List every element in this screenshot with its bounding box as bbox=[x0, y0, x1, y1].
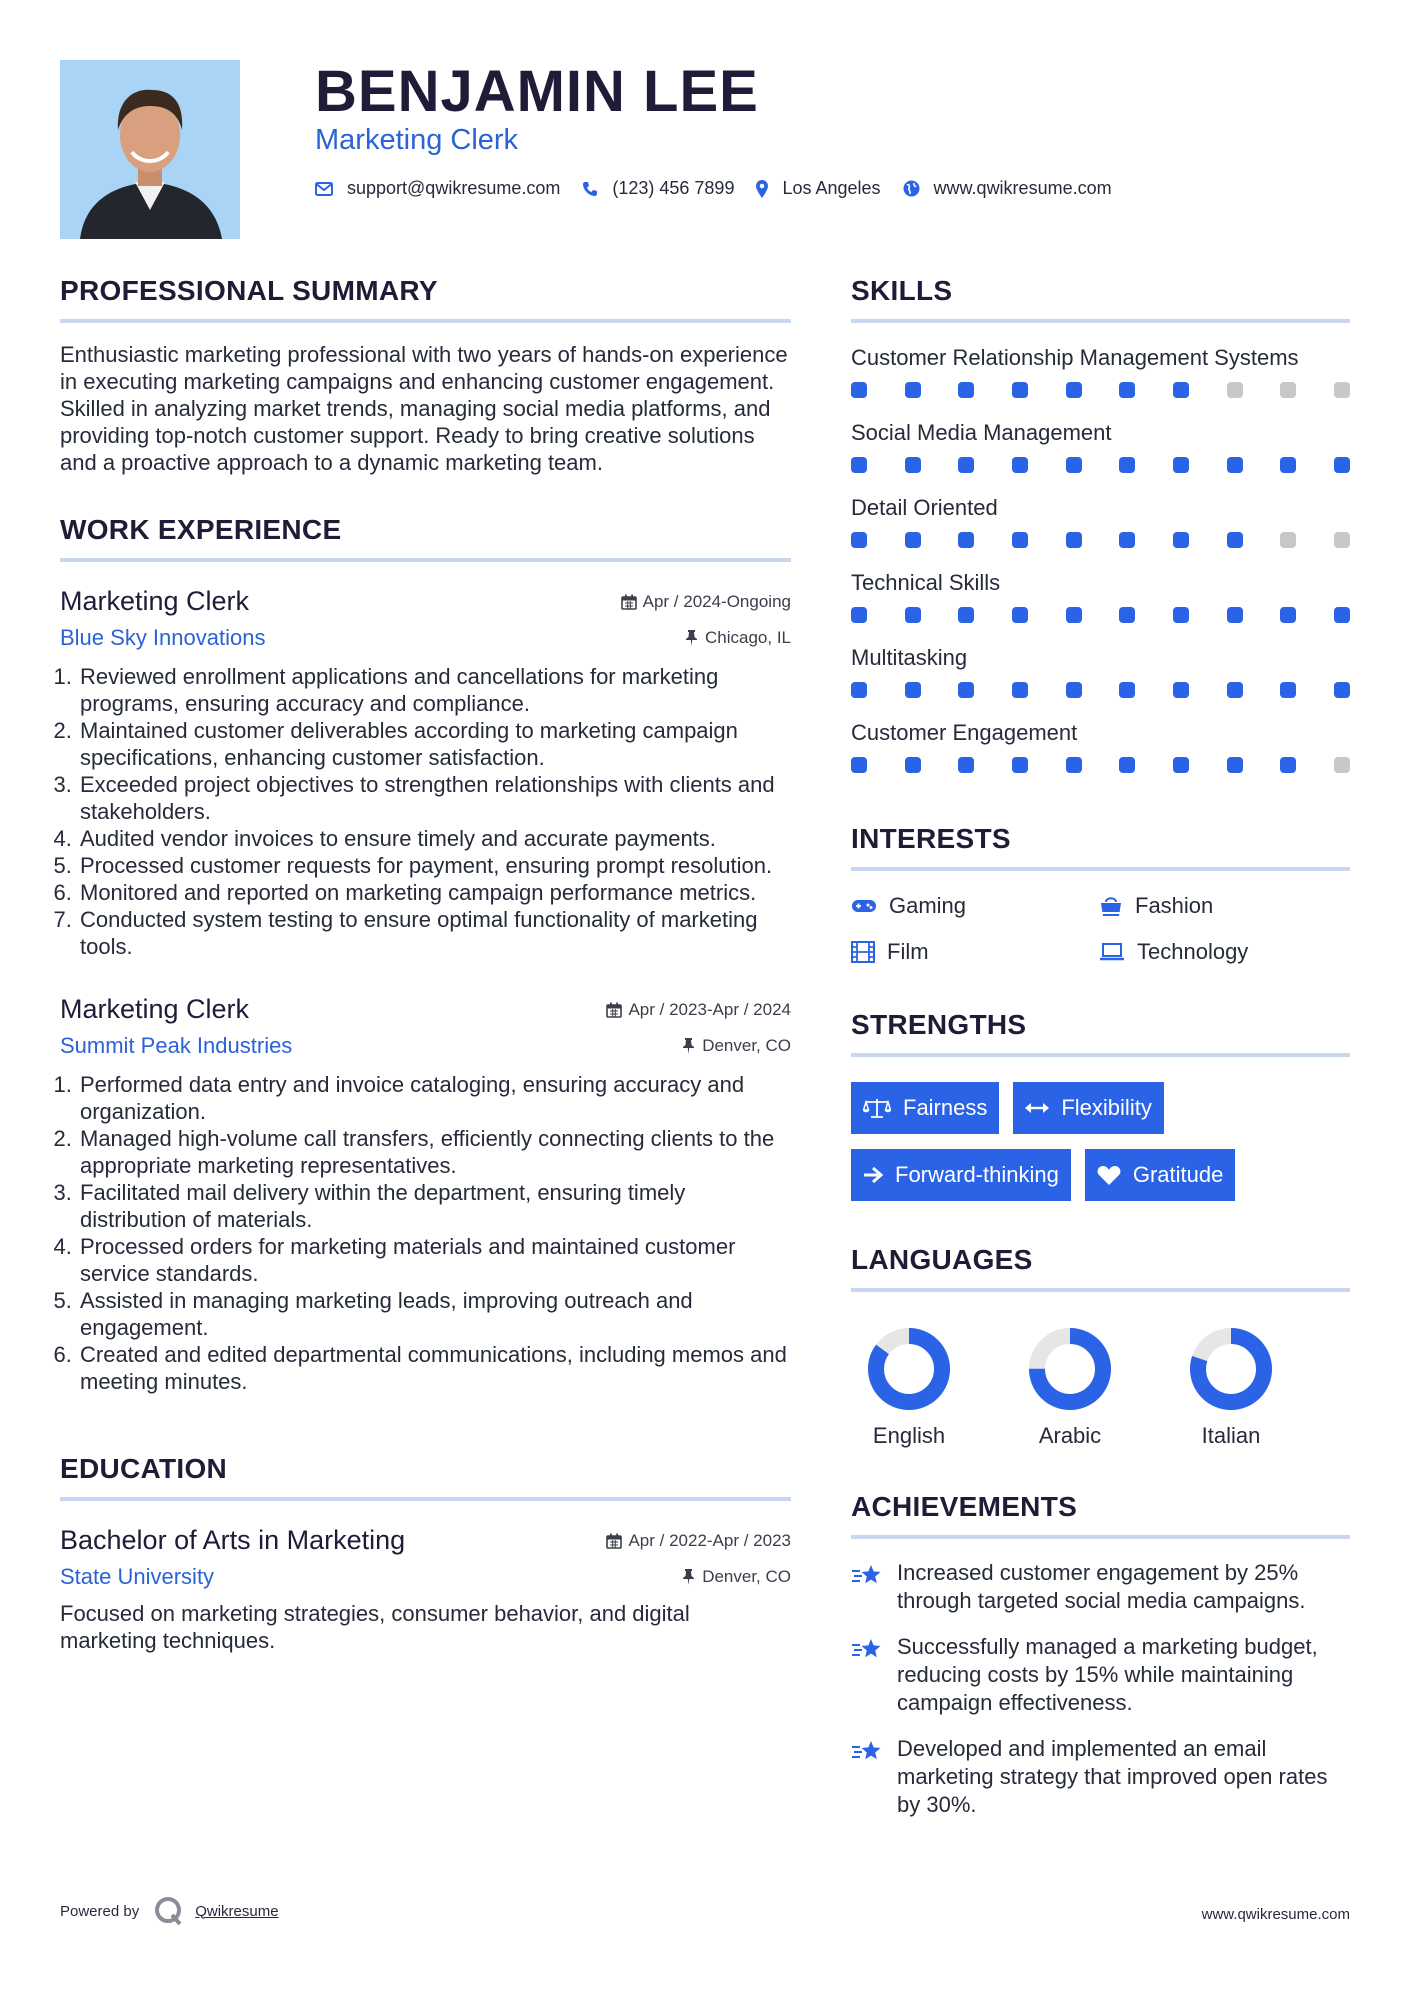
skill-dot-filled bbox=[958, 382, 974, 398]
skill-dot-filled bbox=[1066, 607, 1082, 623]
bullet-item: 5. Processed customer requests for payment, ensuring prompt resolution. bbox=[78, 852, 791, 879]
skill-item bbox=[851, 643, 1350, 698]
achievement-text: Developed and implemented an email marketing strategy that improved open rates by 30%. bbox=[897, 1736, 1328, 1817]
qwikresume-link[interactable]: Qwikresume bbox=[195, 1902, 279, 1920]
job-location-text: Chicago, IL bbox=[705, 628, 791, 647]
shooting-star-icon bbox=[851, 1563, 883, 1589]
achievement-text: Increased customer engagement by 25% through targeted social media campaigns. bbox=[897, 1560, 1306, 1613]
language-item bbox=[867, 1327, 1028, 1449]
powered-by-text: Powered by bbox=[60, 1902, 140, 1920]
skill-rating bbox=[851, 457, 1350, 473]
skill-rating bbox=[851, 757, 1350, 773]
job-title: Marketing Clerk bbox=[60, 586, 250, 616]
bullet-item: 7. Conducted system testing to ensure optimal functionality of marketing tools. bbox=[78, 906, 791, 960]
strength-label: Gratitude bbox=[1132, 1162, 1224, 1187]
languages-section bbox=[851, 1244, 1350, 1449]
strength-badge bbox=[851, 1149, 1071, 1201]
gamepad-icon bbox=[851, 898, 877, 914]
pushpin-icon bbox=[683, 1569, 694, 1585]
achievement-item bbox=[851, 1559, 1350, 1615]
education-description: Focused on marketing strategies, consumer behavior, and digital marketing techniques. bbox=[60, 1601, 690, 1653]
interest-item bbox=[851, 939, 1099, 965]
job-date-text: Apr / 2024-Ongoing bbox=[642, 592, 791, 611]
summary-text: Enthusiastic marketing professional with two years of hands-on experience in executing marketing campaigns and enhancing customer engagement. Skilled in analyzing market trends, managing social media platforms, and providing top-notch customer support. Ready to bring creative solutions and a proactive approach to a dynamic marketing team. bbox=[60, 342, 788, 475]
skill-dot-empty bbox=[1334, 382, 1350, 398]
interest-label: Film bbox=[887, 939, 929, 964]
skill-dot-filled bbox=[1173, 532, 1189, 548]
skill-dot-filled bbox=[905, 607, 921, 623]
skill-dot-filled bbox=[1066, 682, 1082, 698]
language-label: English bbox=[872, 1423, 946, 1448]
skill-dot-filled bbox=[1012, 757, 1028, 773]
skill-dot-filled bbox=[958, 607, 974, 623]
skill-dot-filled bbox=[905, 682, 921, 698]
education-location bbox=[683, 1567, 791, 1587]
skill-dot-empty bbox=[1334, 532, 1350, 548]
job-entry bbox=[60, 586, 791, 960]
map-pin-icon bbox=[756, 180, 768, 198]
candidate-role: Marketing Clerk bbox=[315, 124, 519, 156]
interest-label: Fashion bbox=[1135, 893, 1214, 918]
globe-icon bbox=[903, 180, 920, 197]
strength-badge bbox=[851, 1082, 999, 1134]
skill-name: Multitasking bbox=[851, 645, 968, 670]
contact-bar bbox=[315, 178, 1134, 199]
company-name: Blue Sky Innovations bbox=[60, 625, 266, 650]
skill-dot-filled bbox=[1334, 607, 1350, 623]
skill-dot-filled bbox=[1280, 682, 1296, 698]
bullet-item: 5. Assisted in managing marketing leads, improving outreach and engagement. bbox=[78, 1287, 791, 1341]
skills-section bbox=[851, 275, 1350, 773]
skill-item bbox=[851, 418, 1350, 473]
skill-dot-filled bbox=[1119, 682, 1135, 698]
skill-rating bbox=[851, 382, 1350, 398]
language-donut bbox=[1189, 1327, 1273, 1411]
skill-dot-filled bbox=[905, 532, 921, 548]
job-title: Marketing Clerk bbox=[60, 994, 250, 1024]
skill-dot-filled bbox=[1173, 757, 1189, 773]
bullet-item: 6. Created and edited departmental communications, including memos and meeting minutes. bbox=[78, 1341, 791, 1395]
skill-dot-filled bbox=[1280, 607, 1296, 623]
education-section bbox=[60, 1453, 791, 1654]
achievement-item bbox=[851, 1633, 1350, 1717]
section-divider bbox=[60, 319, 791, 323]
languages-heading: LANGUAGES bbox=[851, 1244, 1033, 1275]
skill-dot-filled bbox=[1012, 382, 1028, 398]
skills-heading: SKILLS bbox=[851, 275, 953, 306]
right-column bbox=[851, 275, 1350, 1819]
bullet-item: 3. Facilitated mail delivery within the department, ensuring timely distribution of materials. bbox=[78, 1179, 791, 1233]
bullet-item: 2. Maintained customer deliverables according to marketing campaign specifications, enhancing customer satisfaction. bbox=[78, 717, 791, 771]
strengths-section bbox=[851, 1009, 1350, 1216]
contact-phone[interactable] bbox=[582, 178, 734, 199]
interest-item bbox=[851, 893, 1099, 919]
skill-dot-filled bbox=[851, 607, 867, 623]
skill-dot-filled bbox=[1227, 532, 1243, 548]
skill-name: Technical Skills bbox=[851, 570, 1001, 595]
strength-label: Flexibility bbox=[1061, 1095, 1152, 1120]
skill-dot-filled bbox=[1227, 607, 1243, 623]
contact-website[interactable] bbox=[903, 178, 1112, 199]
skill-dot-filled bbox=[1280, 457, 1296, 473]
skill-dot-filled bbox=[1334, 457, 1350, 473]
experience-heading: WORK EXPERIENCE bbox=[60, 514, 342, 545]
strength-badge bbox=[1013, 1082, 1163, 1134]
achievements-section bbox=[851, 1491, 1350, 1819]
interest-label: Gaming bbox=[889, 893, 967, 918]
candidate-name: BENJAMIN LEE bbox=[315, 59, 759, 124]
skill-dot-filled bbox=[1173, 457, 1189, 473]
skill-dot-filled bbox=[1066, 532, 1082, 548]
job-location bbox=[683, 1036, 791, 1056]
bullet-item: 1. Performed data entry and invoice cataloging, ensuring accuracy and organization. bbox=[78, 1071, 791, 1125]
bullet-item: 3. Exceeded project objectives to strengthen relationships with clients and stakeholders. bbox=[78, 771, 791, 825]
calendar-icon bbox=[606, 1002, 622, 1018]
calendar-icon bbox=[621, 594, 637, 610]
skill-dot-filled bbox=[958, 682, 974, 698]
strength-label: Fairness bbox=[903, 1095, 988, 1120]
shooting-star-icon bbox=[851, 1739, 883, 1765]
bullet-item: 6. Monitored and reported on marketing campaign performance metrics. bbox=[78, 879, 791, 906]
skill-dot-filled bbox=[1119, 382, 1135, 398]
job-bullets bbox=[60, 1071, 791, 1395]
strength-badge bbox=[1085, 1149, 1236, 1201]
bullet-item: 4. Processed orders for marketing materials and maintained customer service standards. bbox=[78, 1233, 791, 1287]
language-donut bbox=[867, 1327, 951, 1411]
skill-dot-filled bbox=[1119, 757, 1135, 773]
skill-name: Detail Oriented bbox=[851, 495, 998, 520]
footer-website[interactable]: www.qwikresume.com bbox=[1201, 1906, 1350, 1923]
strengths-heading: STRENGTHS bbox=[851, 1009, 1027, 1040]
left-column bbox=[60, 275, 791, 1654]
phone-icon bbox=[582, 181, 598, 197]
pushpin-icon bbox=[683, 1038, 694, 1054]
heart-icon bbox=[1097, 1165, 1121, 1186]
education-date-text: Apr / 2022-Apr / 2023 bbox=[628, 1531, 791, 1550]
skill-rating bbox=[851, 532, 1350, 548]
bullet-item: 2. Managed high-volume call transfers, efficiently connecting clients to the appropriate marketing representatives. bbox=[78, 1125, 791, 1179]
achievements-heading: ACHIEVEMENTS bbox=[851, 1491, 1078, 1522]
education-date bbox=[606, 1531, 791, 1551]
skill-dot-filled bbox=[851, 457, 867, 473]
skill-rating bbox=[851, 682, 1350, 698]
qwikresume-logo-icon bbox=[153, 1895, 185, 1927]
skill-dot-filled bbox=[1119, 532, 1135, 548]
language-label: Italian bbox=[1201, 1423, 1261, 1448]
contact-location bbox=[756, 178, 880, 199]
skill-dot-filled bbox=[958, 532, 974, 548]
education-heading: EDUCATION bbox=[60, 1453, 228, 1484]
skill-dot-filled bbox=[1280, 757, 1296, 773]
language-label: Arabic bbox=[1038, 1423, 1102, 1448]
summary-section bbox=[60, 275, 791, 476]
job-date bbox=[606, 1000, 791, 1020]
skill-dot-filled bbox=[851, 532, 867, 548]
skill-dot-empty bbox=[1227, 382, 1243, 398]
shopping-bag-icon bbox=[1099, 895, 1123, 917]
job-location bbox=[686, 628, 791, 648]
school-name: State University bbox=[60, 1564, 215, 1589]
skill-dot-filled bbox=[1173, 607, 1189, 623]
arrow-right-icon bbox=[863, 1166, 883, 1184]
skill-name: Social Media Management bbox=[851, 420, 1112, 445]
calendar-icon bbox=[606, 1533, 622, 1549]
profile-photo bbox=[60, 60, 240, 239]
skill-dot-filled bbox=[1066, 757, 1082, 773]
film-icon bbox=[851, 941, 875, 963]
job-bullets bbox=[60, 663, 791, 960]
achievement-item bbox=[851, 1735, 1350, 1819]
skill-item bbox=[851, 493, 1350, 548]
laptop-icon bbox=[1099, 942, 1125, 962]
bullet-item: 4. Audited vendor invoices to ensure timely and accurate payments. bbox=[78, 825, 791, 852]
section-divider bbox=[60, 558, 791, 562]
footer-powered-by bbox=[60, 1895, 279, 1927]
skill-dot-filled bbox=[1012, 607, 1028, 623]
interest-label: Technology bbox=[1137, 939, 1249, 964]
skill-dot-filled bbox=[851, 382, 867, 398]
strength-label: Forward-thinking bbox=[895, 1162, 1059, 1187]
section-divider bbox=[851, 1535, 1350, 1539]
section-divider bbox=[851, 1288, 1350, 1292]
education-entry bbox=[60, 1525, 791, 1654]
shooting-star-icon bbox=[851, 1637, 883, 1663]
skill-name: Customer Relationship Management Systems bbox=[851, 345, 1299, 370]
experience-section bbox=[60, 514, 791, 1395]
skill-dot-filled bbox=[1227, 682, 1243, 698]
skill-dot-empty bbox=[1334, 757, 1350, 773]
skill-name: Customer Engagement bbox=[851, 720, 1078, 745]
section-divider bbox=[851, 319, 1350, 323]
skill-dot-filled bbox=[1066, 457, 1082, 473]
job-date bbox=[621, 592, 791, 612]
phone-text: (123) 456 7899 bbox=[612, 178, 735, 198]
summary-heading: PROFESSIONAL SUMMARY bbox=[60, 275, 438, 306]
skill-dot-filled bbox=[1227, 757, 1243, 773]
skill-dot-filled bbox=[1173, 382, 1189, 398]
skill-dot-filled bbox=[905, 382, 921, 398]
skill-dot-filled bbox=[1012, 457, 1028, 473]
interest-item bbox=[1099, 893, 1347, 919]
job-date-text: Apr / 2023-Apr / 2024 bbox=[628, 1000, 791, 1019]
achievement-text: Successfully managed a marketing budget, reducing costs by 15% while maintaining campaign effectiveness. bbox=[897, 1634, 1318, 1715]
location-text: Los Angeles bbox=[782, 178, 881, 198]
interests-section bbox=[851, 823, 1350, 965]
degree-title: Bachelor of Arts in Marketing bbox=[60, 1525, 406, 1555]
pushpin-icon bbox=[686, 630, 697, 646]
section-divider bbox=[851, 1053, 1350, 1057]
envelope-icon bbox=[315, 182, 333, 196]
skill-item bbox=[851, 343, 1350, 398]
skill-dot-filled bbox=[1173, 682, 1189, 698]
education-location-text: Denver, CO bbox=[702, 1567, 791, 1586]
skill-dot-filled bbox=[1119, 457, 1135, 473]
section-divider bbox=[60, 1497, 791, 1501]
skill-dot-filled bbox=[958, 757, 974, 773]
skill-dot-filled bbox=[1334, 682, 1350, 698]
language-item bbox=[1028, 1327, 1189, 1449]
skill-dot-filled bbox=[1012, 682, 1028, 698]
job-location-text: Denver, CO bbox=[702, 1036, 791, 1055]
skill-dot-empty bbox=[1280, 382, 1296, 398]
company-name: Summit Peak Industries bbox=[60, 1033, 293, 1058]
interest-item bbox=[1099, 939, 1347, 965]
skill-dot-empty bbox=[1280, 532, 1296, 548]
bullet-item: 1. Reviewed enrollment applications and cancellations for marketing programs, ensuring accuracy and compliance. bbox=[78, 663, 791, 717]
skill-rating bbox=[851, 607, 1350, 623]
language-donut bbox=[1028, 1327, 1112, 1411]
skill-item bbox=[851, 718, 1350, 773]
skill-dot-filled bbox=[851, 682, 867, 698]
skill-dot-filled bbox=[1066, 382, 1082, 398]
contact-email[interactable] bbox=[315, 178, 560, 199]
skill-dot-filled bbox=[905, 757, 921, 773]
skill-dot-filled bbox=[958, 457, 974, 473]
website-text: www.qwikresume.com bbox=[933, 178, 1112, 198]
skill-item bbox=[851, 568, 1350, 623]
skill-dot-filled bbox=[1012, 532, 1028, 548]
email-text: support@qwikresume.com bbox=[347, 178, 561, 198]
job-entry bbox=[60, 994, 791, 1395]
section-divider bbox=[851, 867, 1350, 871]
skill-dot-filled bbox=[905, 457, 921, 473]
skills-list bbox=[851, 343, 1350, 773]
arrows-horizontal-icon bbox=[1025, 1101, 1049, 1115]
skill-dot-filled bbox=[1119, 607, 1135, 623]
skill-dot-filled bbox=[1227, 457, 1243, 473]
interests-heading: INTERESTS bbox=[851, 823, 1011, 854]
language-item bbox=[1189, 1327, 1350, 1449]
balance-scale-icon bbox=[863, 1097, 891, 1119]
skill-dot-filled bbox=[851, 757, 867, 773]
